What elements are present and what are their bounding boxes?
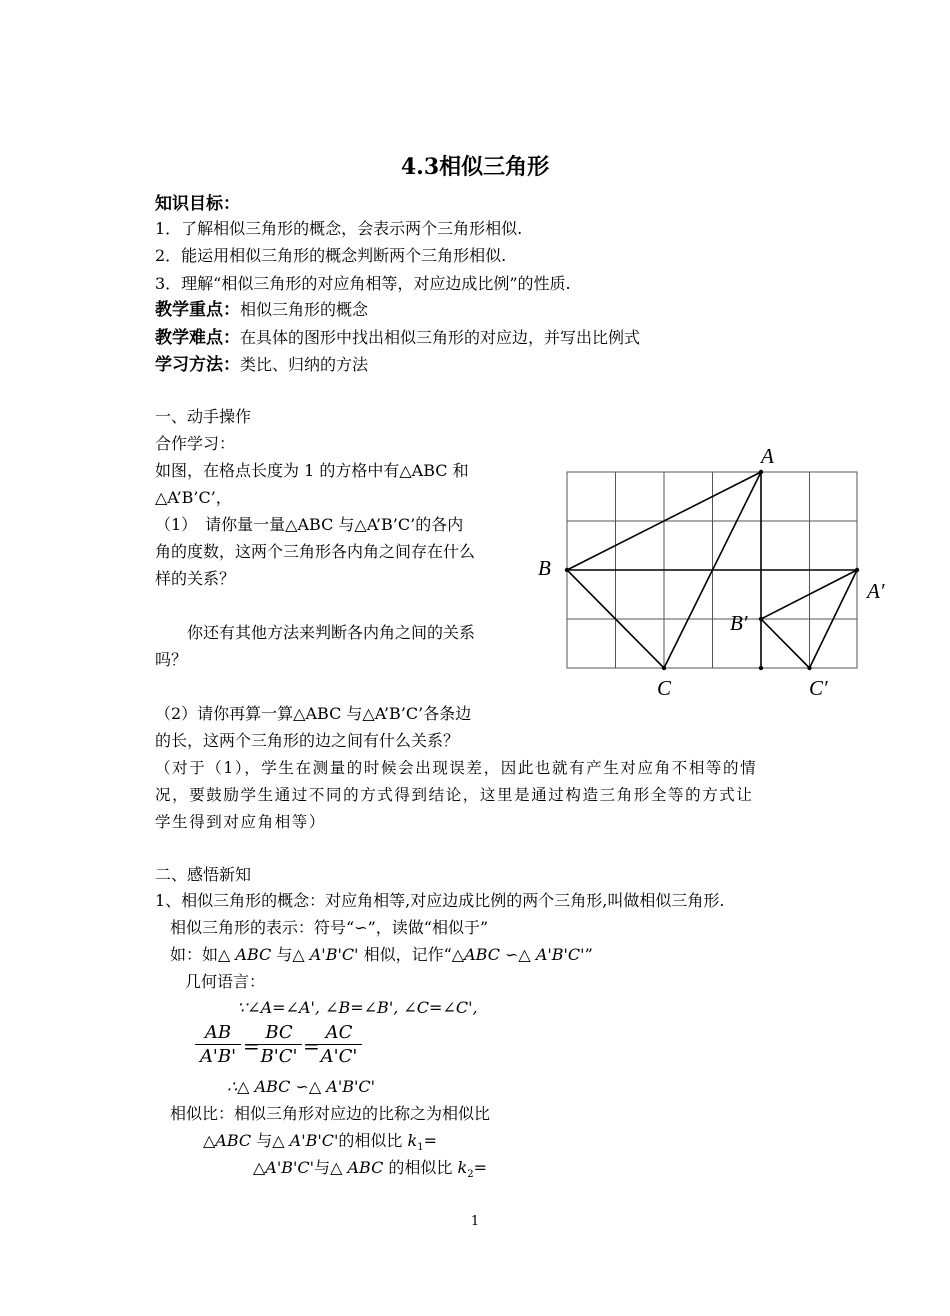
q2-line: （2）请你再算一算△ABC 与△A’B’C’各条边 <box>155 704 472 723</box>
similarity-ratio-k1 <box>203 1131 437 1158</box>
k1-text: 的相似比 <box>338 1131 408 1150</box>
objective-item: 1．了解相似三角形的概念，会表示两个三角形相似. <box>155 219 523 238</box>
difficulty <box>155 328 640 348</box>
example-end: ” <box>584 945 593 964</box>
k2-subscript: 2 <box>467 1169 474 1181</box>
k2-variable: k <box>457 1158 468 1177</box>
label-b: B <box>538 556 551 580</box>
fraction-numerator: AB <box>195 1022 241 1045</box>
notation: 相似三角形的表示：符号“∽”，读做“相似于” <box>170 918 489 937</box>
teacher-note: 况，要鼓励学生通过不同的方式得到结论，这里是通过构造三角形全等的方式让 <box>155 786 754 804</box>
objective-item: 3．理解“相似三角形的对应角相等，对应边成比例”的性质. <box>155 274 571 293</box>
q2-line: 的长，这两个三角形的边之间有什么关系？ <box>155 731 460 750</box>
example-line <box>170 945 593 965</box>
fraction-ac <box>316 1022 362 1067</box>
example-a1b1c1: A'B'C' <box>309 945 359 964</box>
label-a1: A′ <box>867 579 885 603</box>
example-prefix: 如：如△ <box>170 945 236 964</box>
q1b-line: 你还有其他方法来判断各内角之间的关系 <box>155 623 476 642</box>
method-text: 类比、归纳的方法 <box>240 355 369 374</box>
point-b1 <box>759 617 763 621</box>
k1-and: 与△ <box>251 1131 290 1150</box>
objective-item: 2．能运用相似三角形的概念判断两个三角形相似. <box>155 246 507 265</box>
triangle-grid-figure <box>530 440 900 705</box>
similarity-ratio-k2 <box>253 1158 487 1185</box>
point-c1 <box>807 666 811 670</box>
k1-equals: = <box>423 1131 437 1150</box>
page-title: 4.3相似三角形 <box>400 154 550 180</box>
k2-equals: = <box>473 1158 487 1177</box>
teacher-note: （对于（1），学生在测量的时候会出现误差，因此也就有产生对应角不相等的情 <box>155 759 758 777</box>
fraction-numerator: AC <box>316 1022 362 1045</box>
intro-line: △A’B’C’， <box>155 488 232 507</box>
difficulty-text: 在具体的图形中找出相似三角形的对应边，并写出比例式 <box>240 328 641 347</box>
example-and: 与△ <box>271 945 310 964</box>
section2-heading: 二、感悟新知 <box>155 865 252 884</box>
k2-and: 与△ <box>314 1158 348 1177</box>
fraction-denominator: A'C' <box>320 1046 358 1067</box>
teacher-note: 学生得到对应角相等） <box>155 813 327 831</box>
because-statement: ∵∠A=∠A', ∠B=∠B', ∠C=∠C', <box>237 998 478 1017</box>
k1-triangle-abc: △ABC <box>203 1131 252 1150</box>
equals-sign: = <box>303 1034 320 1058</box>
therefore-statement: ∴△ ABC ∽△ A'B'C' <box>227 1077 376 1096</box>
k1-triangle-a1b1c1: A'B'C' <box>289 1131 339 1150</box>
example-abc: ABC <box>235 945 272 964</box>
fraction-numerator: BC <box>256 1022 302 1045</box>
fraction-denominator: A'B' <box>199 1046 237 1067</box>
label-c: C <box>657 676 672 700</box>
section1-heading: 一、动手操作 <box>155 407 252 426</box>
method <box>155 355 368 375</box>
difficulty-label: 教学难点： <box>155 328 240 348</box>
q1-line: 角的度数，这两个三角形各内角之间存在什么 <box>155 542 476 561</box>
point-c <box>662 666 666 670</box>
key-point <box>155 300 368 320</box>
fraction-denominator: B'C' <box>260 1046 298 1067</box>
label-b1: B′ <box>730 611 748 635</box>
q1-line: 样的关系？ <box>155 569 236 588</box>
example-mid: 相似，记作“△ <box>358 945 465 964</box>
k2-triangle-abc: ABC <box>347 1158 384 1177</box>
objectives-heading: 知识目标： <box>155 194 240 214</box>
page-number: 1 <box>470 1214 480 1229</box>
point-foot <box>759 666 763 670</box>
point-a <box>759 470 763 474</box>
key-point-label: 教学重点： <box>155 300 240 320</box>
intro-line: 如图，在格点长度为 1 的方格中有△ABC 和 <box>155 461 469 480</box>
fraction-ab <box>195 1022 241 1067</box>
geometry-language-label: 几何语言： <box>185 972 266 991</box>
point-b <box>565 568 569 572</box>
equals-sign: = <box>243 1034 260 1058</box>
q1-line: （1） 请你量一量△ABC 与△A’B’C’的各内 <box>155 515 464 534</box>
section1-sub: 合作学习： <box>155 434 236 453</box>
key-point-text: 相似三角形的概念 <box>240 300 369 319</box>
concept-definition: 1、相似三角形的概念：对应角相等,对应边成比例的两个三角形,叫做相似三角形. <box>155 891 725 910</box>
q1b-line: 吗？ <box>155 650 188 669</box>
k1-variable: k <box>407 1131 418 1150</box>
k2-triangle-a1b1c1: △A'B'C' <box>253 1158 315 1177</box>
point-a1 <box>855 568 859 572</box>
fraction-bc <box>256 1022 302 1067</box>
k1-subscript: 1 <box>417 1142 424 1154</box>
example-record: ABC ∽△ A'B'C' <box>464 945 585 964</box>
label-c1: C′ <box>809 676 828 700</box>
label-a: A <box>761 444 774 468</box>
method-label: 学习方法： <box>155 355 240 375</box>
k2-text: 的相似比 <box>383 1158 458 1177</box>
ratio-definition: 相似比：相似三角形对应边的比称之为相似比 <box>170 1104 491 1123</box>
